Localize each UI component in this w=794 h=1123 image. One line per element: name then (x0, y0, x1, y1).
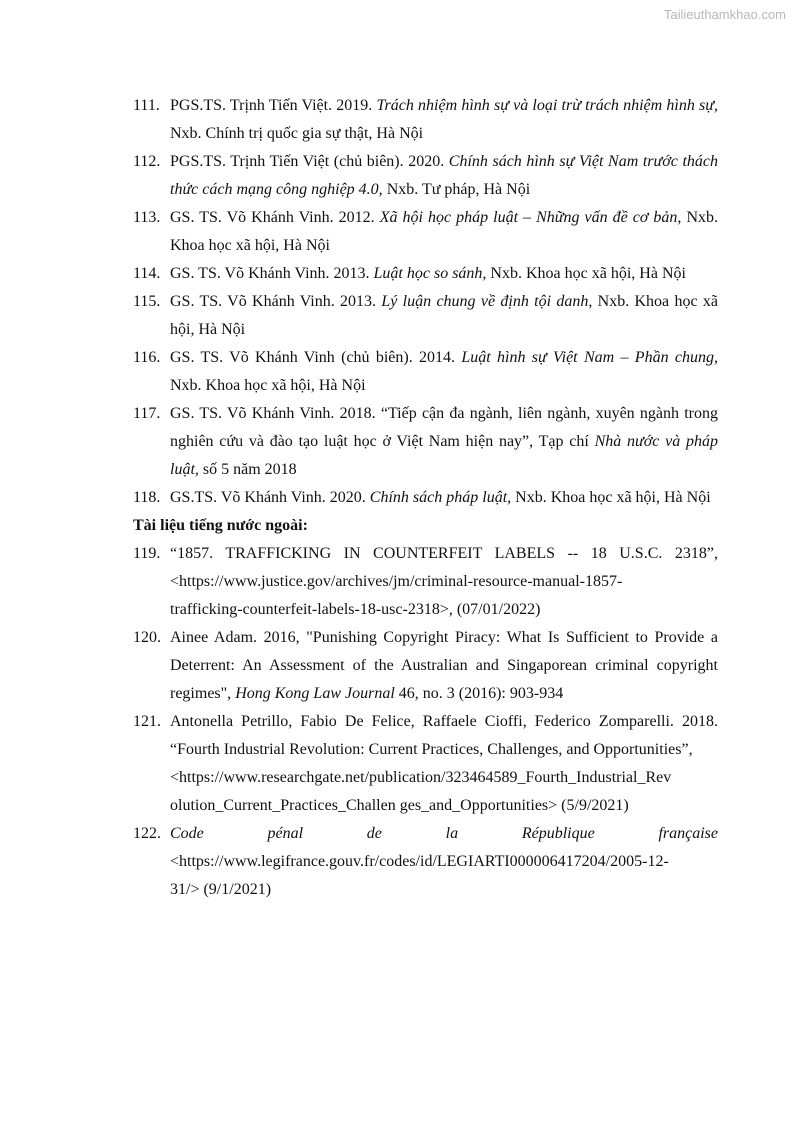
reference-number: 121. (133, 713, 161, 730)
reference-author-year: GS. TS. Võ Khánh Vinh (chủ biên). 2014. (170, 349, 462, 366)
reference-title: Trách nhiệm hình sự và loại trừ trách nhiệm hình sự, (376, 97, 718, 114)
reference-number: 112. (133, 153, 161, 170)
reference-number: 111. (133, 97, 160, 114)
reference-journal-title: Hong Kong Law Journal (235, 685, 395, 702)
reference-url-line: <https://www.researchgate.net/publication/323464589_Fourth_Industrial_Rev (170, 769, 672, 786)
reference-text: Ainee Adam. 2016, "Punishing Copyright Piracy: What Is Sufficient to Provide a Deterrent: An Assessment of the Australian and Singaporean criminal copyright regimes", (170, 629, 718, 702)
reference-author-year: GS.TS. Võ Khánh Vinh. 2020. (170, 489, 370, 506)
reference-publisher: Nxb. Chính trị quốc gia sự thật, Hà Nội (170, 125, 424, 142)
reference-text: 46, no. 3 (2016): 903-934 (394, 685, 564, 702)
reference-item (133, 204, 718, 260)
reference-item (133, 92, 718, 148)
reference-publisher: Nxb. Khoa học xã hội, Hà Nội (511, 489, 711, 506)
reference-author-year: GS. TS. Võ Khánh Vinh. 2018. “Tiếp cận đa ngành, liên ngành, xuyên ngành trong nghiên cứu và đào tạo luật học ở Việt Nam hiện nay”, Tạp chí (170, 405, 718, 450)
reference-title: Chính sách hình sự Việt Nam trước thách thức cách mạng công nghiệp 4.0, (170, 153, 719, 198)
reference-book-title: Code pénal de la République française (170, 825, 718, 842)
reference-publisher: số 5 năm 2018 (198, 461, 297, 478)
reference-publisher: Nxb. Tư pháp, Hà Nội (382, 181, 531, 198)
reference-list (133, 92, 718, 904)
reference-author-year: PGS.TS. Trịnh Tiến Việt. 2019. (170, 97, 377, 114)
reference-number: 118. (133, 489, 161, 506)
reference-number: 116. (133, 349, 161, 366)
reference-122 (133, 820, 718, 904)
reference-url-line: 31/> (9/1/2021) (170, 881, 272, 898)
reference-119 (133, 540, 718, 624)
reference-publisher: Nxb. Khoa học xã hội, Hà Nội (486, 265, 686, 282)
reference-url-line: trafficking-counterfeit-labels-18-usc-2318>, (07/01/2022) (170, 601, 541, 618)
reference-author-year: GS. TS. Võ Khánh Vinh. 2013. (170, 293, 382, 310)
reference-item (133, 484, 718, 512)
reference-publisher: Nxb. Khoa học xã hội, Hà Nội (170, 293, 718, 338)
reference-item (133, 400, 718, 484)
reference-title: Lý luận chung về định tội danh, (381, 293, 593, 310)
reference-item (133, 260, 718, 288)
reference-120 (133, 624, 718, 708)
reference-item (133, 344, 718, 400)
reference-publisher: Nxb. Khoa học xã hội, Hà Nội (170, 209, 719, 254)
reference-publisher: Nxb. Khoa học xã hội, Hà Nội (170, 377, 366, 394)
reference-author-year: GS. TS. Võ Khánh Vinh. 2012. (170, 209, 380, 226)
reference-url-line: <https://www.legifrance.gouv.fr/codes/id/LEGIARTI000006417204/2005-12- (170, 853, 669, 870)
reference-url-line: <https://www.justice.gov/archives/jm/criminal-resource-manual-1857- (170, 573, 623, 590)
reference-number: 122. (133, 825, 161, 842)
reference-title: Nhà nước và pháp luật, (170, 433, 719, 478)
reference-121 (133, 708, 718, 820)
reference-number: 117. (133, 405, 161, 422)
foreign-references-heading: Tài liệu tiếng nước ngoài: (133, 517, 308, 534)
reference-title: Chính sách pháp luật, (369, 489, 512, 506)
reference-number: 115. (133, 293, 161, 310)
reference-title: Luật hình sự Việt Nam – Phần chung, (461, 349, 719, 366)
reference-text: Antonella Petrillo, Fabio De Felice, Raffaele Cioffi, Federico Zomparelli. 2018. “Fourth Industrial Revolution: Current Practices, Challenges, and Opportunities”, (170, 713, 718, 758)
vietnamese-references (133, 92, 718, 512)
reference-author-year: GS. TS. Võ Khánh Vinh. 2013. (170, 265, 374, 282)
reference-title: Luật học so sánh, (373, 265, 487, 282)
reference-number: 120. (133, 629, 161, 646)
reference-item (133, 148, 718, 204)
reference-item (133, 288, 718, 344)
reference-author-year: PGS.TS. Trịnh Tiến Việt (chủ biên). 2020. (170, 153, 449, 170)
reference-number: 119. (133, 545, 161, 562)
reference-title: Xã hội học pháp luật – Những vấn đề cơ bản, (379, 209, 682, 226)
reference-number: 113. (133, 209, 161, 226)
reference-title-line: “1857. TRAFFICKING IN COUNTERFEIT LABELS -- 18 U.S.C. 2318”, (170, 545, 718, 562)
reference-url-line: olution_Current_Practices_Challen ges_and_Opportunities> (5/9/2021) (170, 797, 629, 814)
watermark: Tailieuthamkhao.com (663, 7, 786, 22)
reference-number: 114. (133, 265, 161, 282)
